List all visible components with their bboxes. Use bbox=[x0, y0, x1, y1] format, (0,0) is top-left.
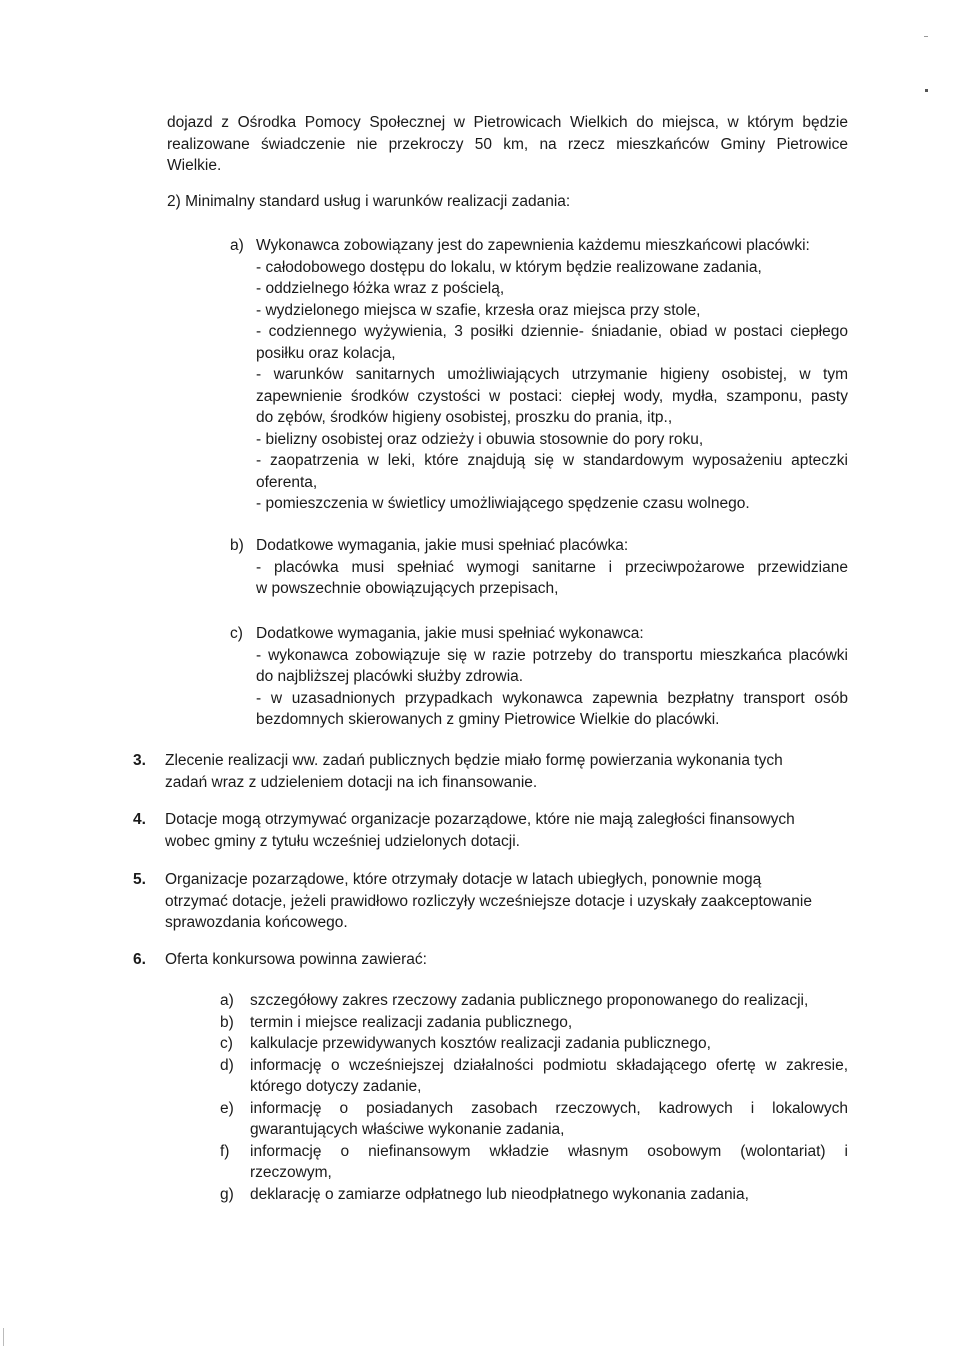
offer-item-line: gwarantujących właściwe wykonanie zadania, bbox=[250, 1121, 565, 1138]
offer-item-line: kalkulacje przewidywanych kosztów realizacji zadania publicznego, bbox=[250, 1035, 711, 1052]
offer-item-marker: e) bbox=[220, 1099, 234, 1117]
point-3-number: 3. bbox=[133, 752, 146, 769]
point-4 bbox=[165, 809, 848, 852]
item-c-marker: c) bbox=[230, 625, 243, 642]
offer-item-line: informację o wcześniejszej działalności podmiotu składającego ofertę w zakresie, bbox=[250, 1056, 848, 1074]
item-a-line: posiłku oraz kolacja, bbox=[256, 344, 396, 362]
item-a-line: - bielizny osobistej oraz odzieży i obuwia stosownie do pory roku, bbox=[256, 430, 704, 448]
item-a bbox=[256, 235, 848, 515]
offer-item-line: termin i miejsce realizacji zadania publicznego, bbox=[250, 1013, 573, 1031]
point-5-line: sprawozdania końcowego. bbox=[165, 914, 348, 931]
point-3-line: zadań wraz z udzieleniem dotacji na ich finansowanie. bbox=[165, 773, 538, 791]
point-6 bbox=[165, 949, 427, 971]
section-2-heading: 2) Minimalny standard usług i warunków realizacji zadania: bbox=[167, 193, 571, 210]
offer-list bbox=[220, 990, 848, 1205]
intro-line: dojazd z Ośrodka Pomocy Społecznej w Pietrowicach Wielkich do miejsca, w którym będzie bbox=[167, 114, 848, 131]
offer-item-line: deklarację o zamiarze odpłatnego lub nieodpłatnego wykonania zadania, bbox=[250, 1185, 749, 1203]
item-c-line: - wykonawca zobowiązuje się w razie potrzeby do transportu mieszkańca placówki bbox=[256, 646, 848, 664]
item-a-line: - warunków sanitarnych umożliwiających utrzymanie higieny osobistej, w tym bbox=[256, 366, 848, 383]
scan-edge-mark bbox=[3, 1328, 4, 1346]
item-c-title: Dodatkowe wymagania, jakie musi spełniać wykonawca: bbox=[256, 625, 644, 642]
item-a-title: Wykonawca zobowiązany jest do zapewnienia każdemu mieszkańcowi placówki: bbox=[256, 237, 810, 254]
item-c-line: - w uzasadnionych przypadkach wykonawca zapewnia bezpłatny transport osób bbox=[256, 689, 848, 707]
item-b-line: - placówka musi spełniać wymogi sanitarne i przeciwpożarowe przewidziane bbox=[256, 558, 848, 576]
item-a-line: oferenta, bbox=[256, 473, 318, 491]
intro-paragraph bbox=[167, 112, 848, 177]
item-a-line: do zębów, środków higieny osobistej, proszku do prania, itp., bbox=[256, 409, 673, 426]
offer-item-marker: a) bbox=[220, 992, 234, 1009]
offer-item-marker: d) bbox=[220, 1056, 234, 1074]
item-a-line: - oddzielnego łóżka wraz z pościelą, bbox=[256, 280, 505, 297]
point-6-number: 6. bbox=[133, 951, 146, 968]
offer-item-line: informację o niefinansowym wkładzie własnym osobowym (wolontariat) i bbox=[250, 1142, 848, 1160]
point-5 bbox=[165, 869, 848, 934]
offer-item-f bbox=[220, 1141, 848, 1184]
item-b bbox=[256, 535, 848, 600]
offer-item-line: rzeczowym, bbox=[250, 1164, 332, 1181]
offer-item-marker: f) bbox=[220, 1142, 230, 1160]
item-a-line: - pomieszczenia w świetlicy umożliwiającego spędzenie czasu wolnego. bbox=[256, 495, 750, 512]
item-a-marker: a) bbox=[230, 237, 244, 254]
offer-item-line: szczegółowy zakres rzeczowy zadania publicznego proponowanego do realizacji, bbox=[250, 992, 809, 1009]
item-c-line: bezdomnych skierowanych z gminy Pietrowice Wielkie do placówki. bbox=[256, 711, 720, 728]
offer-item-marker: c) bbox=[220, 1035, 233, 1052]
point-4-line: Dotacje mogą otrzymywać organizacje pozarządowe, które nie mają zaległości finansowych bbox=[165, 811, 795, 828]
point-6-line: Oferta konkursowa powinna zawierać: bbox=[165, 951, 427, 968]
point-4-number: 4. bbox=[133, 811, 146, 828]
offer-item-g bbox=[220, 1184, 848, 1206]
item-b-title: Dodatkowe wymagania, jakie musi spełniać placówka: bbox=[256, 537, 629, 554]
item-a-line: - wydzielonego miejsca w szafie, krzesła oraz miejsca przy stole, bbox=[256, 301, 701, 319]
item-b-line: w powszechnie obowiązujących przepisach, bbox=[256, 580, 559, 597]
item-a-line: zapewnienie środków czystości w postaci: ciepłej wody, mydła, szamponu, pasty bbox=[256, 387, 848, 405]
point-5-line: otrzymać dotacje, jeżeli prawidłowo rozliczyły wcześniejsze dotacje i uzyskały zaakceptowanie bbox=[165, 892, 812, 910]
point-5-number: 5. bbox=[133, 871, 146, 888]
offer-item-d bbox=[220, 1055, 848, 1098]
intro-line: Wielkie. bbox=[167, 157, 222, 174]
item-a-line: - zaopatrzenia w leki, które znajdują się w standardowym wyposażeniu apteczki bbox=[256, 452, 848, 469]
item-c bbox=[256, 623, 848, 731]
offer-item-line: którego dotyczy zadanie, bbox=[250, 1078, 422, 1095]
item-c-line: do najbliższej placówki służby zdrowia. bbox=[256, 668, 524, 685]
point-3 bbox=[165, 750, 848, 793]
offer-item-a bbox=[220, 990, 848, 1012]
offer-item-e bbox=[220, 1098, 848, 1141]
scan-speck bbox=[924, 36, 928, 37]
offer-item-line: informację o posiadanych zasobach rzeczowych, kadrowych i lokalowych bbox=[250, 1099, 848, 1117]
item-b-marker: b) bbox=[230, 537, 244, 554]
offer-item-marker: g) bbox=[220, 1185, 234, 1203]
offer-item-marker: b) bbox=[220, 1013, 234, 1031]
offer-item-b bbox=[220, 1012, 848, 1034]
point-5-line: Organizacje pozarządowe, które otrzymały dotacje w latach ubiegłych, ponownie mogą bbox=[165, 871, 762, 888]
point-4-line: wobec gminy z tytułu wcześniej udzielonych dotacji. bbox=[165, 832, 520, 850]
item-a-line: - całodobowego dostępu do lokalu, w którym będzie realizowane zadania, bbox=[256, 258, 762, 276]
item-a-line: - codziennego wyżywienia, 3 posiłki dziennie- śniadanie, obiad w postaci ciepłego bbox=[256, 323, 848, 340]
intro-line: realizowane świadczenie nie przekroczy 50 km, na rzecz mieszkańców Gminy Pietrowice bbox=[167, 135, 848, 153]
scan-speck bbox=[925, 89, 928, 92]
point-3-line: Zlecenie realizacji ww. zadań publicznych będzie miało formę powierzania wykonania tych bbox=[165, 752, 783, 769]
offer-item-c bbox=[220, 1033, 848, 1055]
